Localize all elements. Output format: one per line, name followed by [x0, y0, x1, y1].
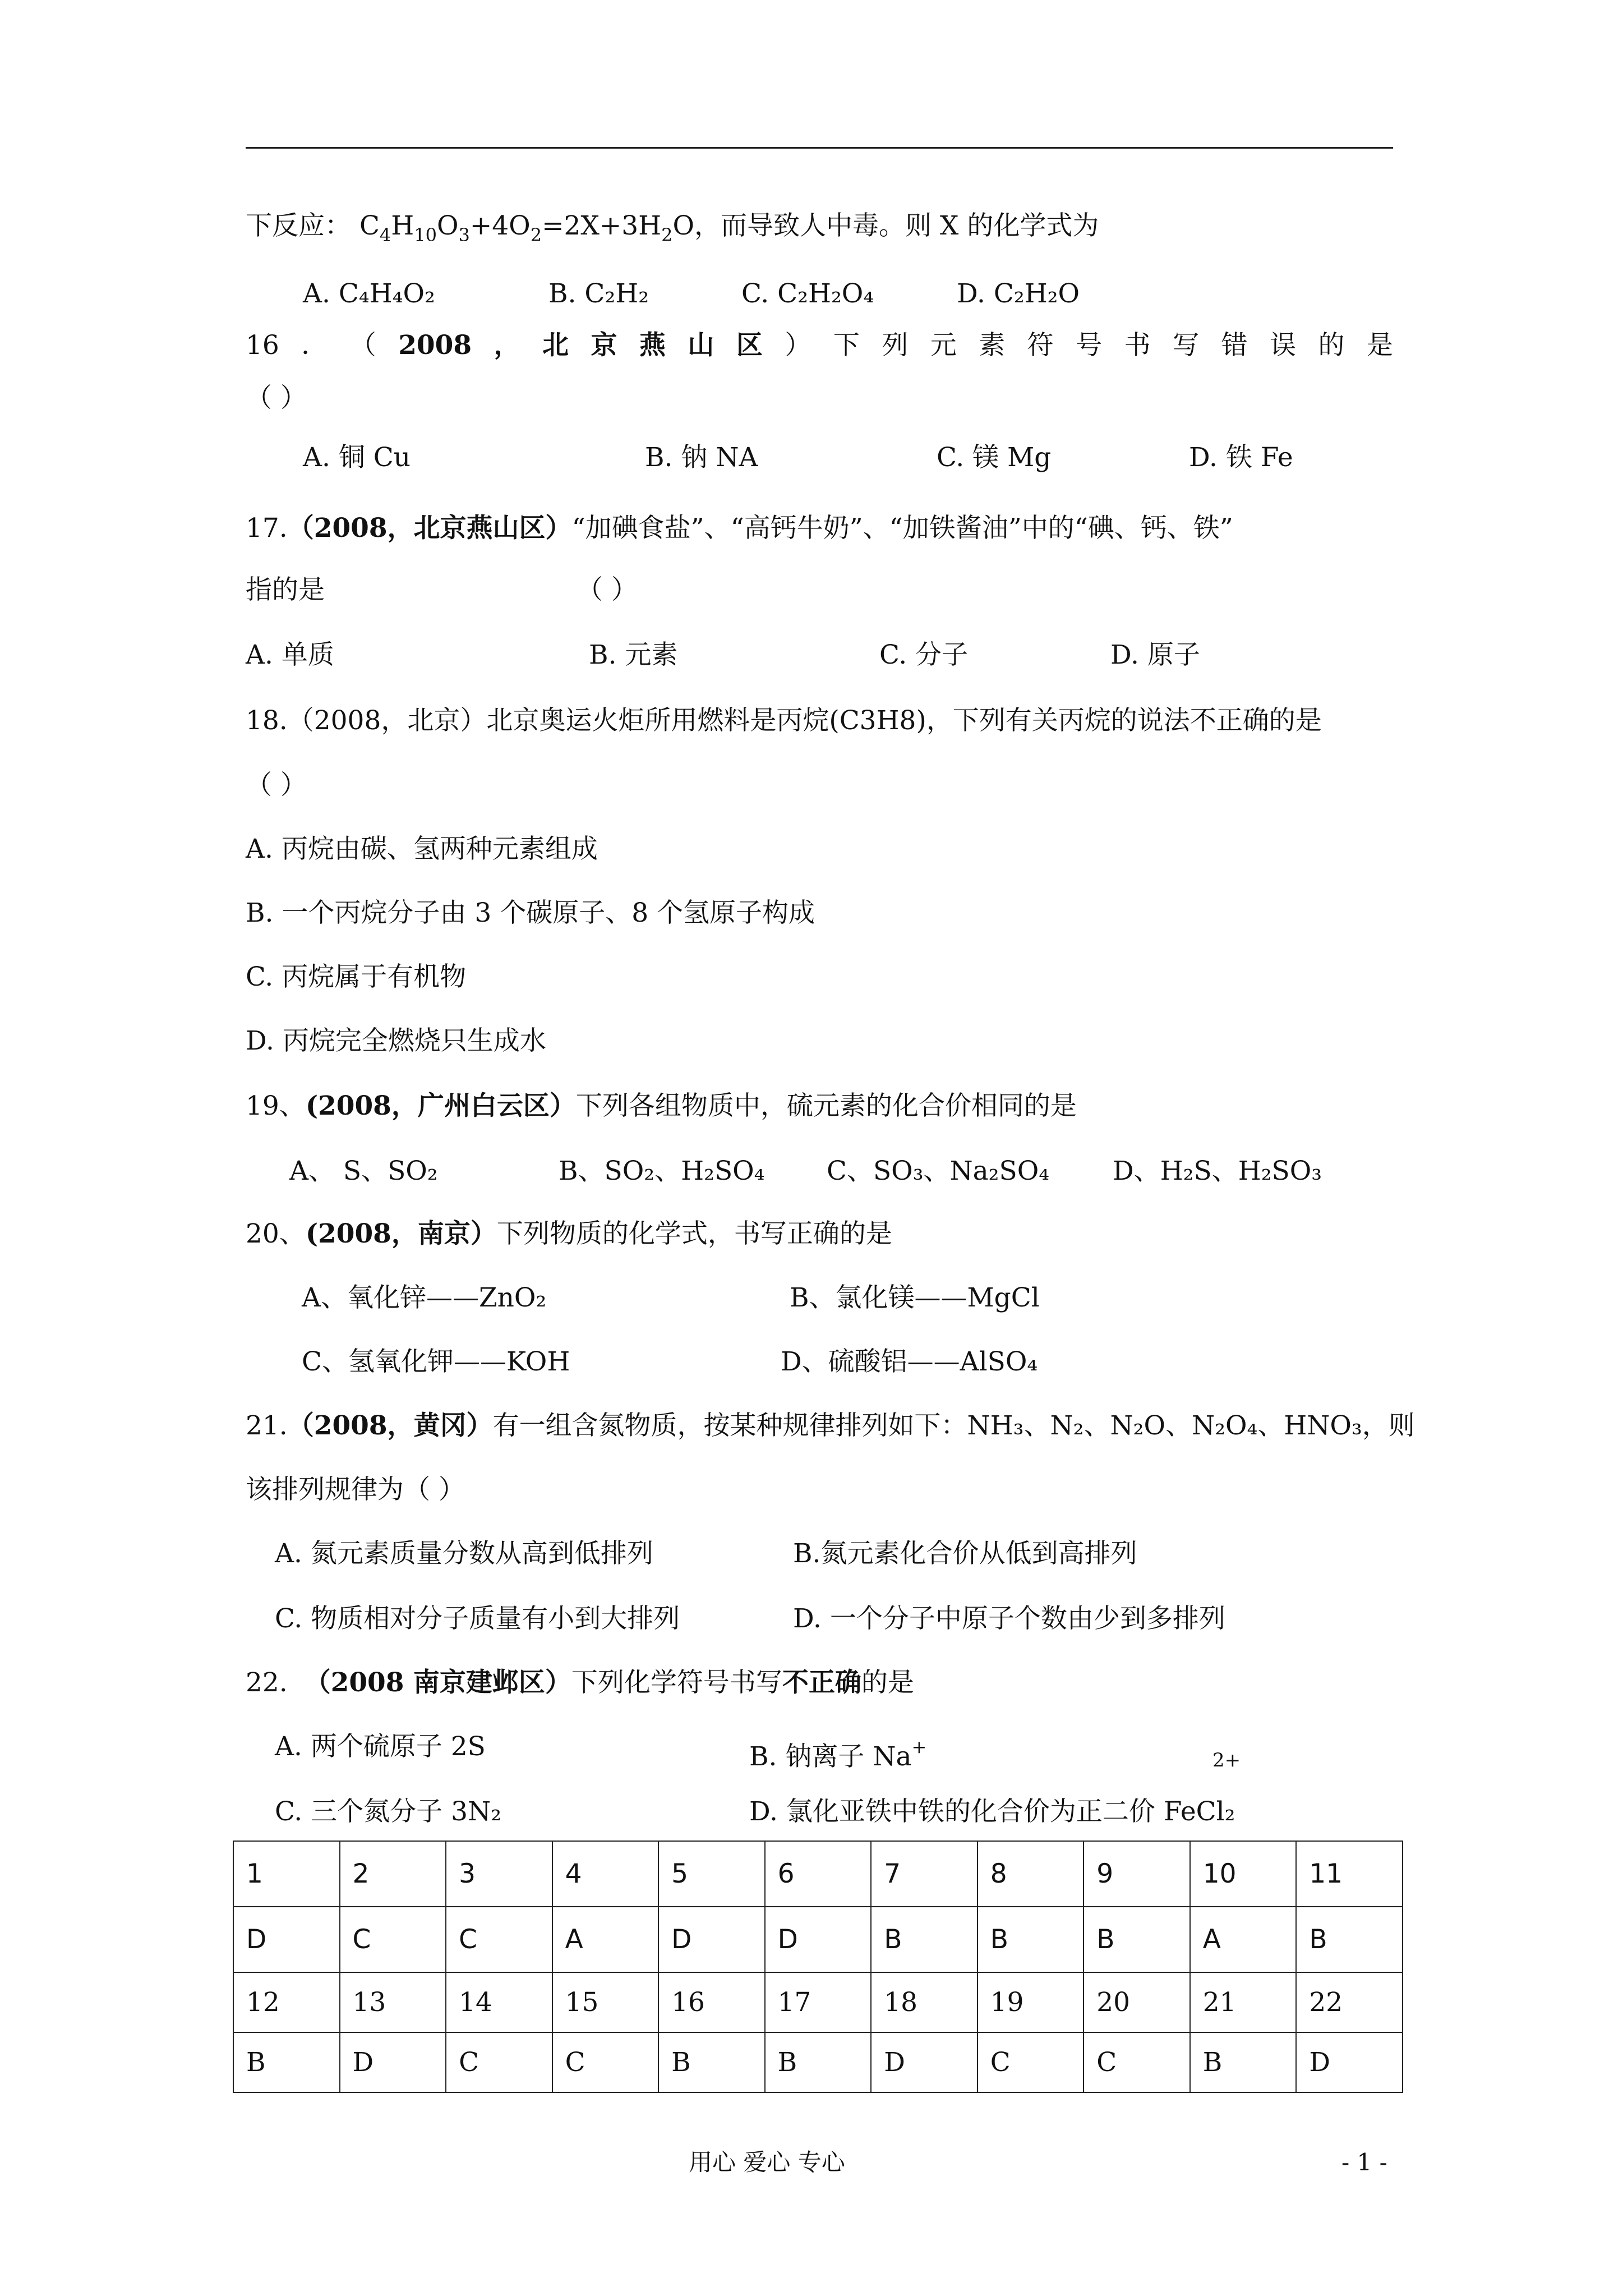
table-row: [233, 1907, 1403, 1972]
q16-option-c: C. 镁 Mg: [937, 442, 1052, 473]
q16-char: 素: [979, 330, 1006, 361]
table-cell: 15: [552, 1972, 659, 2032]
q21-option-c: C. 物质相对分子质量有小到大排列: [275, 1603, 680, 1634]
table-cell: 20: [1083, 1972, 1190, 2032]
table-row: [233, 2032, 1403, 2092]
q17-stem-line2: 指的是: [246, 574, 325, 605]
subscript: 2: [530, 224, 542, 246]
table-cell: D: [871, 2032, 978, 2092]
table-cell: C: [552, 2032, 659, 2092]
q15-text: =2X+3H: [542, 210, 662, 241]
q16-char: 北: [542, 330, 569, 361]
q15-text: H: [391, 210, 414, 241]
question-number: 21.: [246, 1410, 288, 1441]
question-text: 的是: [861, 1667, 914, 1698]
table-cell: B: [233, 2032, 340, 2092]
page-number: - 1 -: [1341, 2148, 1387, 2176]
q20-option-d: D、硫酸铝——AlSO₄: [781, 1346, 1038, 1377]
table-cell: 12: [233, 1972, 340, 2032]
footer-motto: 用心 爱心 专心: [689, 2148, 845, 2176]
q15-option-d: D. C₂H₂O: [957, 278, 1080, 309]
q15-stem: [246, 209, 1099, 252]
q16-char: 下: [833, 330, 860, 361]
q17-option-b: B. 元素: [589, 639, 678, 670]
q21-stem: [246, 1409, 1415, 1443]
table-cell: 14: [446, 1972, 552, 2032]
q16-char: 区: [736, 330, 763, 361]
q16-char: 燕: [639, 330, 666, 361]
q18-option-b: B. 一个丙烷分子由 3 个碳原子、8 个氢原子构成: [246, 898, 815, 928]
q16-char: 山: [688, 330, 714, 361]
q16-option-d: D. 铁 Fe: [1189, 442, 1293, 473]
q15-text: +4O: [469, 210, 531, 241]
header-rule: [246, 147, 1393, 149]
table-cell: D: [765, 1907, 872, 1972]
q22-option-c: C. 三个氮分子 3N₂: [275, 1796, 501, 1827]
answer-table: [233, 1841, 1403, 2093]
table-cell: C: [340, 1907, 446, 1972]
q16-char: 元: [930, 330, 957, 361]
table-row: [233, 1841, 1403, 1907]
q18-stem: 18.（2008，北京）北京奥运火炬所用燃料是丙烷(C3H8)，下列有关丙烷的说法不正确的是: [246, 705, 1322, 736]
q16-char: （: [349, 330, 376, 361]
subscript: 2: [661, 224, 673, 246]
answer-bracket: （ ）: [246, 770, 307, 800]
q20-option-c: C、氢氧化钾——KOH: [302, 1346, 570, 1377]
table-cell: 21: [1190, 1972, 1297, 2032]
subscript: 10: [414, 224, 437, 246]
q15-option-a: A. C₄H₄O₂: [303, 278, 435, 309]
table-cell: 9: [1083, 1841, 1190, 1907]
table-cell: B: [978, 1907, 1084, 1972]
q19-stem: [246, 1089, 1077, 1123]
q17-stem: [246, 512, 1233, 545]
q22-option-a: A. 两个硫原子 2S: [275, 1731, 486, 1762]
q16-char: ）: [785, 330, 811, 361]
q16-char: 书: [1124, 330, 1151, 361]
subscript: 4: [379, 224, 391, 246]
question-number: 17.: [246, 513, 288, 544]
table-cell: B: [765, 2032, 872, 2092]
question-text: 下列化学符号书写: [571, 1667, 782, 1698]
table-cell: C: [446, 1907, 552, 1972]
question-source: (2008，广州白云区）: [305, 1091, 576, 1121]
table-cell: C: [446, 2032, 552, 2092]
q17-option-d: D. 原子: [1110, 639, 1200, 670]
table-cell: 11: [1296, 1841, 1403, 1907]
table-cell: 6: [765, 1841, 872, 1907]
q16-char: 16: [246, 330, 279, 361]
q21-stem-line2: 该排列规律为（ ）: [246, 1474, 465, 1505]
table-cell: B: [1296, 1907, 1403, 1972]
question-number: 20、: [246, 1218, 306, 1249]
q17-option-c: C. 分子: [879, 639, 969, 670]
q16-char: 符: [1027, 330, 1054, 361]
q19-option-c: C、SO₃、Na₂SO₄: [827, 1156, 1050, 1186]
question-text: “加碘食盐”、“高钙牛奶”、“加铁酱油”中的“碘、钙、铁”: [571, 513, 1233, 544]
q16-char: 京: [591, 330, 617, 361]
q16-char: 列: [882, 330, 909, 361]
q16-char: ，: [494, 330, 520, 361]
question-text: 下列物质的化学式，书写正确的是: [496, 1218, 892, 1249]
table-cell: B: [658, 2032, 765, 2092]
table-cell: 2: [340, 1841, 446, 1907]
table-cell: B: [1083, 1907, 1190, 1972]
question-source: （2008 南京建邺区）: [304, 1667, 571, 1698]
table-cell: 17: [765, 1972, 872, 2032]
table-row: [233, 1972, 1403, 2032]
q19-option-b: B、SO₂、H₂SO₄: [559, 1156, 765, 1186]
q16-char: 号: [1076, 330, 1103, 361]
q22-stem: [246, 1666, 914, 1700]
table-cell: B: [1190, 2032, 1297, 2092]
subscript: 3: [458, 224, 470, 246]
q16-option-b: B. 钠 NA: [645, 442, 758, 473]
q16-option-a: A. 铜 Cu: [303, 442, 411, 473]
q18-option-c: C. 丙烷属于有机物: [246, 961, 467, 992]
q18-option-d: D. 丙烷完全燃烧只生成水: [246, 1025, 546, 1056]
table-cell: 19: [978, 1972, 1084, 2032]
table-cell: 4: [552, 1841, 659, 1907]
question-text: 下列各组物质中，硫元素的化合价相同的是: [575, 1091, 1077, 1121]
q22-option-b: [749, 1730, 926, 1774]
table-cell: 13: [340, 1972, 446, 2032]
option-text: B. 钠离子 Na: [749, 1741, 912, 1772]
table-cell: D: [1296, 2032, 1403, 2092]
table-cell: 7: [871, 1841, 978, 1907]
table-cell: C: [978, 2032, 1084, 2092]
table-cell: A: [1190, 1907, 1297, 1972]
q18-option-a: A. 丙烷由碳、氢两种元素组成: [246, 834, 598, 864]
q19-option-d: D、H₂S、H₂SO₃: [1113, 1156, 1322, 1186]
table-cell: 16: [658, 1972, 765, 2032]
table-cell: 10: [1190, 1841, 1297, 1907]
q16-char: 的: [1318, 330, 1345, 361]
q16-char: 错: [1221, 330, 1248, 361]
q16-char: ．: [301, 330, 328, 361]
table-cell: D: [340, 2032, 446, 2092]
q21-option-d: D. 一个分子中原子个数由少到多排列: [793, 1603, 1225, 1634]
q22-option-d: D. 氯化亚铁中铁的化合价为正二价 FeCl₂: [749, 1796, 1235, 1827]
q20-stem: [246, 1217, 892, 1251]
q16-char: 2008: [398, 330, 472, 361]
question-text: 有一组含氮物质，按某种规律排列如下：NH₃、N₂、N₂O、N₂O₄、HNO₃，则: [492, 1410, 1415, 1441]
q16-char: 误: [1270, 330, 1296, 361]
q21-option-a: A. 氮元素质量分数从高到低排列: [275, 1538, 653, 1569]
q20-option-a: A、氧化锌——ZnO₂: [302, 1282, 547, 1313]
q16-stem: [246, 329, 1393, 362]
table-cell: 3: [446, 1841, 552, 1907]
iron-charge-label: 2+: [1212, 1749, 1241, 1772]
q15-option-c: C. C₂H₂O₄: [741, 278, 874, 309]
answer-bracket: （ ）: [246, 383, 307, 413]
table-cell: A: [552, 1907, 659, 1972]
q19-option-a: A、 S、SO₂: [289, 1156, 438, 1186]
q17-option-a: A. 单质: [246, 639, 334, 670]
q16-char: 是: [1366, 330, 1393, 361]
table-cell: D: [658, 1907, 765, 1972]
table-cell: C: [1083, 2032, 1190, 2092]
q15-option-b: B. C₂H₂: [548, 278, 649, 309]
question-source: (2008，南京）: [305, 1218, 497, 1249]
table-cell: 5: [658, 1841, 765, 1907]
table-cell: 18: [871, 1972, 978, 2032]
question-source: （2008，黄冈）: [287, 1410, 493, 1441]
table-cell: 1: [233, 1841, 340, 1907]
q16-char: 写: [1173, 330, 1200, 361]
q15-text: O，而导致人中毒。则 X 的化学式为: [672, 210, 1099, 241]
table-cell: 22: [1296, 1972, 1403, 2032]
answer-bracket: （ ）: [577, 574, 638, 605]
question-source: （2008，北京燕山区）: [287, 513, 572, 544]
q20-option-b: B、氯化镁——MgCl: [790, 1282, 1040, 1313]
table-cell: B: [871, 1907, 978, 1972]
question-number: 19、: [246, 1091, 306, 1121]
q15-text: 下反应： C: [246, 210, 380, 241]
table-cell: 8: [978, 1841, 1084, 1907]
table-cell: D: [233, 1907, 340, 1972]
q15-text: O: [436, 210, 459, 241]
q21-option-b: B.氮元素化合价从低到高排列: [793, 1538, 1137, 1569]
ion-charge: +: [911, 1736, 927, 1757]
question-text-emphasis: 不正确: [782, 1667, 861, 1698]
question-number: 22.: [246, 1667, 288, 1698]
